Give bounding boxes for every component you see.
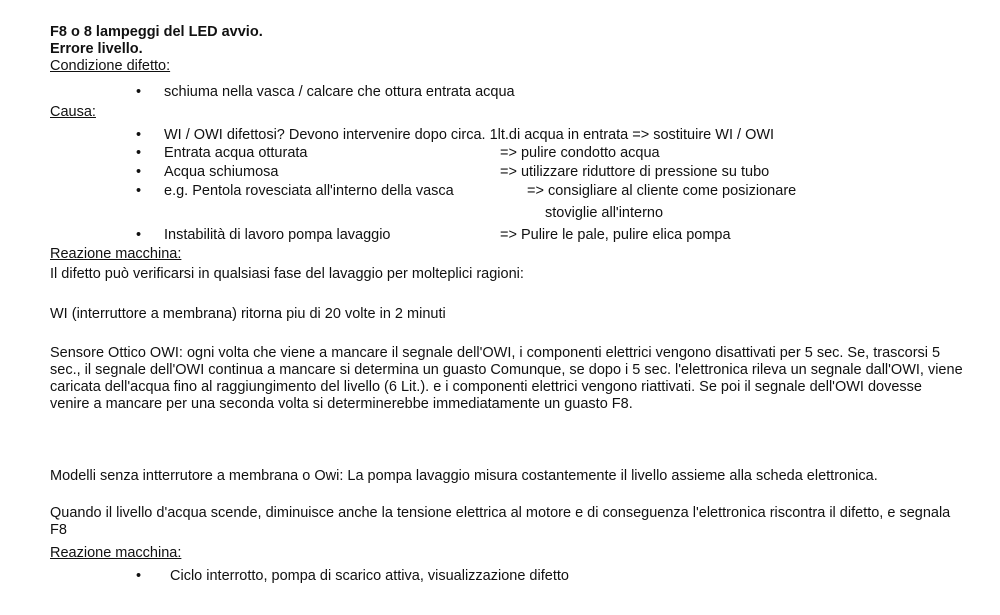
reaction2-item-text: Ciclo interrotto, pompa di scarico attiva, visualizzazione difetto [170, 568, 569, 584]
bullet-glyph: • [136, 227, 142, 243]
bullet-glyph: • [136, 183, 142, 199]
action-text: => Pulire le pale, pulire elica pompa [500, 227, 731, 243]
cause-text: Entrata acqua otturata [164, 145, 308, 161]
cause-label: Causa: [50, 104, 96, 120]
action-text: => consigliare al cliente come posizionare [527, 183, 797, 199]
bullet-glyph: • [136, 127, 142, 143]
cause-text: Instabilità di lavoro pompa lavaggio [164, 227, 391, 243]
reaction-label: Reazione macchina: [50, 246, 182, 262]
action-text: => pulire condotto acqua [500, 145, 660, 161]
bullet-glyph: • [136, 145, 142, 161]
cause-text: e.g. Pentola rovesciata all'interno della vasca [164, 183, 454, 199]
wi-paragraph: WI (interruttore a membrana) ritorna piu di 20 volte in 2 minuti [50, 306, 446, 322]
condition-item-text: schiuma nella vasca / calcare che ottura entrata acqua [164, 84, 515, 100]
bullet-glyph: • [136, 84, 142, 100]
fault-subtitle: Errore livello. [50, 41, 143, 57]
cause-text: Acqua schiumosa [164, 164, 279, 180]
reaction2-label: Reazione macchina: [50, 545, 182, 561]
owi-paragraph: Sensore Ottico OWI: ogni volta che viene a mancare il segnale dell'OWI, i componenti elettrici vengono disattivati per 5 sec. Se, trascorsi 5 sec., il segnale dell'OWI continua a mancare si determina un guasto Comunque, se dopo i 5 sec. l'elettronica rileva un segnale dall'OWI, viene caricata dell'acqua fino al raggiungimento del livello (6 Lit.). e i componenti elettrici vengono riattivati. Se poi il segnale dell'OWI dovesse venire a mancare per una seconda volta si determinerebbe immediatamente un guasto F8. [50, 345, 963, 412]
bullet-glyph: • [136, 568, 142, 584]
reaction-intro: Il difetto può verificarsi in qualsiasi fase del lavaggio per molteplici ragioni: [50, 266, 524, 282]
models-paragraph-continued: Quando il livello d'acqua scende, diminuisce anche la tensione elettrica al motore e di conseguenza l'elettronica riscontra il difetto, e segnala F8 [50, 505, 951, 538]
bullet-glyph: • [136, 164, 142, 180]
models-paragraph: Modelli senza intterrutore a membrana o Owi: La pompa lavaggio misura costantemente il livello assieme alla scheda elettronica. [50, 468, 878, 484]
condition-label: Condizione difetto: [50, 58, 171, 74]
action-text-continued: stoviglie all'interno [545, 205, 664, 221]
fault-title: F8 o 8 lampeggi del LED avvio. [50, 24, 263, 40]
action-text: => utilizzare riduttore di pressione su tubo [500, 164, 770, 180]
cause-text: WI / OWI difettosi? Devono intervenire dopo circa. 1lt.di acqua in entrata => sostituire WI / OWI [164, 127, 775, 143]
